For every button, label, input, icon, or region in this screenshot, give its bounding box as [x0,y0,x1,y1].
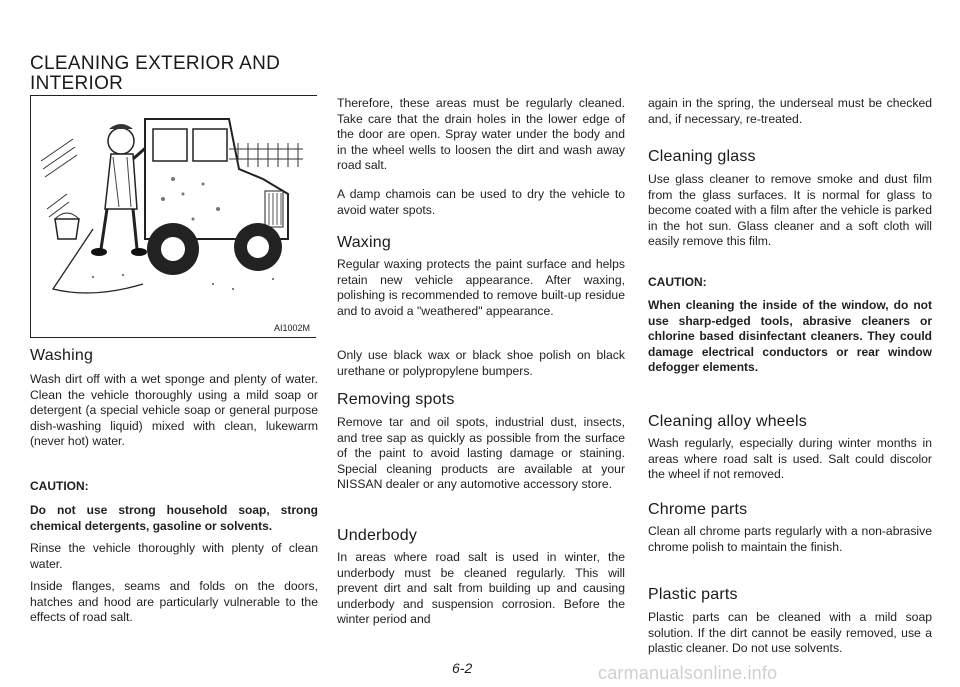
washing-paragraph-2: Rinse the vehicle thoroughly with plenty of clean water. [30,541,318,571]
cleaning-glass-heading: Cleaning glass [648,148,756,165]
washing-paragraph-3: Inside flanges, seams and folds on the doors, hatches and hood are particularly vulnerable to the effects of road salt. [30,579,318,625]
waxing-paragraph-1: Regular waxing protects the paint surface and helps retain new vehicle appearance. After waxing, polishing is recommended to remove built-up residue and to avoid a "weathered" appearance. [337,257,625,318]
cleaning-glass-paragraph: Use glass cleaner to remove smoke and dust film from the glass surfaces. It is normal for glass to become coated with a film after the vehicle is parked in the hot sun. Glass cleaner and a soft cloth will easily remove this film. [648,172,932,249]
washing-caution-text: Do not use strong household soap, strong chemical detergents, gasoline or solvents. [30,503,318,533]
underbody-heading: Underbody [337,527,418,544]
removing-spots-heading: Removing spots [337,391,455,408]
washing-heading: Washing [30,347,94,364]
glass-caution-label: CAUTION: [648,275,707,289]
removing-spots-paragraph: Remove tar and oil spots, industrial dust, insects, and tree sap as quickly as possible from the surface of the paint to avoid lasting damage or staining. Special cleaning products are available at your NISSAN dealer or any automotive accessory store. [337,415,625,492]
chrome-parts-paragraph: Clean all chrome parts regularly with a non-abrasive chrome polish to maintain the finish. [648,524,932,554]
alloy-wheels-paragraph: Wash regularly, especially during winter months in areas where road salt is used. Salt could discolor the wheel if not removed. [648,436,932,482]
car-washing-illustration-icon [33,99,315,314]
chamois-paragraph: A damp chamois can be used to dry the vehicle to avoid water spots. [337,187,625,217]
washing-paragraph-1: Wash dirt off with a wet sponge and plenty of water. Clean the vehicle thoroughly using a mild soap or detergent (a special vehicle soap or general purpose dish-washing liquid) mixed with clean, lukewarm (never hot) water. [30,372,318,449]
watermark: carmanualsonline.info [598,663,778,683]
page-number: 6-2 [452,660,473,676]
car-washing-figure [30,95,316,338]
figure-top-rule [31,95,317,96]
underbody-paragraph: In areas where road salt is used in winter, the underbody must be cleaned regularly. This will prevent dirt and salt from building up and causing underbody and suspension corrosion. Before the winter period and [337,550,625,627]
underseal-paragraph: again in the spring, the underseal must be checked and, if necessary, re-treated. [648,96,932,126]
glass-caution-text: When cleaning the inside of the window, do not use sharp-edged tools, abrasive cleaners or chlorine based disinfectant cleaners. They could damage electrical conductors or rear window defogger elements. [648,298,932,375]
underbody-areas-paragraph: Therefore, these areas must be regularly cleaned. Take care that the drain holes in the lower edge of the door are open. Spray water under the body and in the wheel wells to loosen the dirt and wash away road salt. [337,96,625,173]
figure-code: AI1002M [273,323,310,333]
washing-caution-label: CAUTION: [30,479,89,493]
waxing-heading: Waxing [337,234,391,251]
plastic-parts-heading: Plastic parts [648,586,738,603]
page-title: CLEANING EXTERIOR AND INTERIOR [30,53,281,94]
alloy-wheels-heading: Cleaning alloy wheels [648,413,807,430]
waxing-paragraph-2: Only use black wax or black shoe polish on black urethane or polypropylene bumpers. [337,348,625,378]
chrome-parts-heading: Chrome parts [648,501,748,518]
plastic-parts-paragraph: Plastic parts can be cleaned with a mild soap solution. If the dirt cannot be easily removed, use a plastic cleaner. Do not use solvents. [648,610,932,656]
